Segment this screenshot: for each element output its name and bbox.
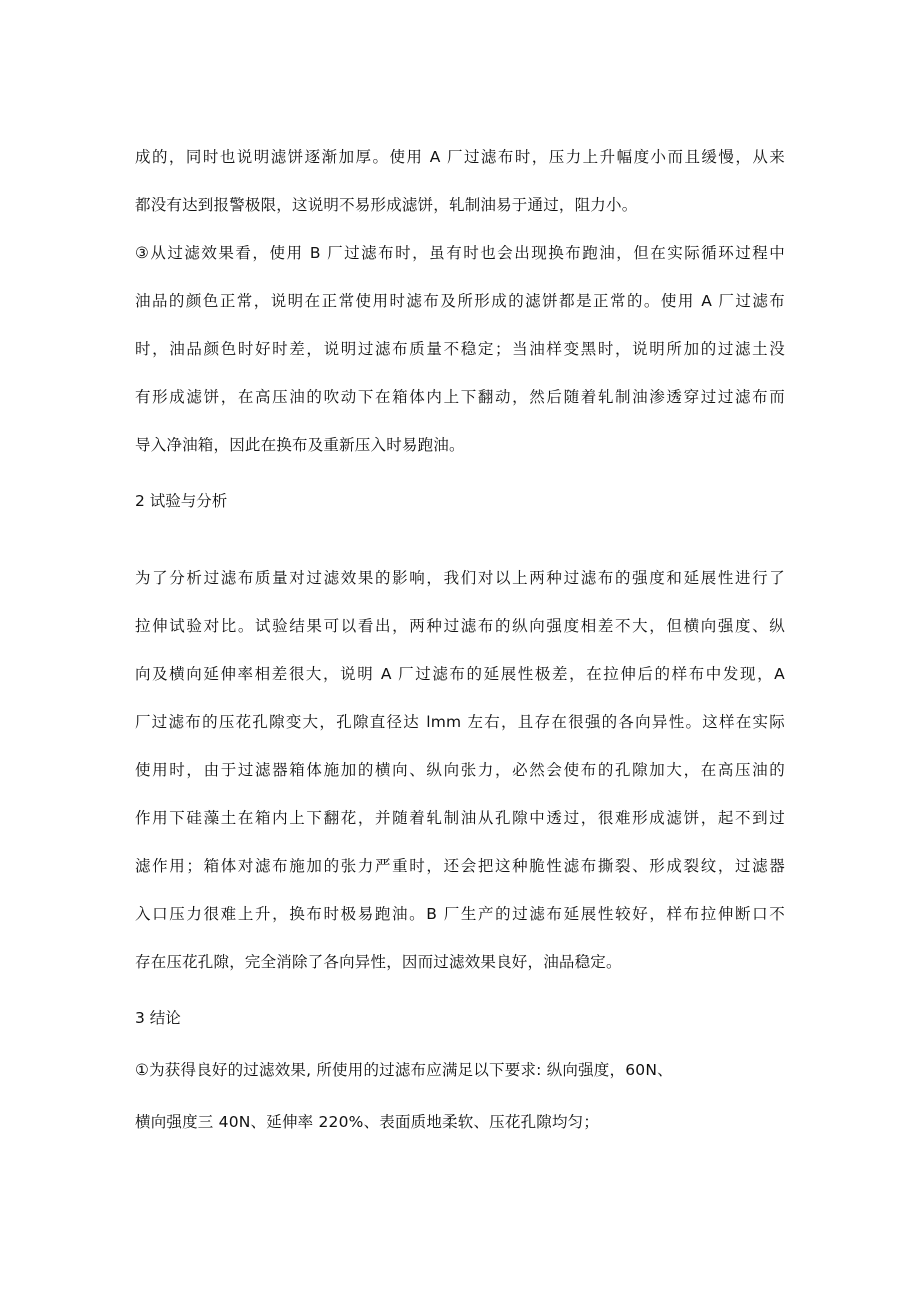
text-line: 成的，同时也说明滤饼逐渐加厚。使用 A 厂过滤布时，压力上升幅度小而且缓慢，从来 — [135, 148, 785, 166]
text-line: ③从过滤效果看，使用 B 厂过滤布时，虽有时也会出现换布跑油，但在实际循环过程中 — [135, 244, 785, 262]
text-line: 时，油品颜色时好时差，说明过滤布质量不稳定；当油样变黑时，说明所加的过滤土没 — [135, 340, 785, 358]
text-line: 横向强度三 40N、延伸率 220%、表面质地柔软、压花孔隙均匀； — [135, 1113, 600, 1131]
section-heading: 3 结论 — [135, 1009, 181, 1027]
text-line: 导入净油箱，因此在换布及重新压入时易跑油。 — [135, 436, 465, 454]
text-line: 为了分析过滤布质量对过滤效果的影响，我们对以上两种过滤布的强度和延展性进行了 — [135, 569, 785, 587]
text-line: 滤作用；箱体对滤布施加的张力严重时，还会把这种脆性滤布撕裂、形成裂纹，过滤器 — [135, 857, 785, 875]
text-line: 存在压花孔隙，完全消除了各向异性，因而过滤效果良好，油品稳定。 — [135, 953, 622, 971]
text-line: ①为获得良好的过滤效果, 所使用的过滤布应满足以下要求: 纵向强度，60N、 — [135, 1061, 673, 1079]
section-heading: 2 试验与分析 — [135, 492, 228, 510]
text-line: 向及横向延伸率相差很大，说明 A 厂过滤布的延展性极差，在拉伸后的样布中发现，A — [135, 665, 785, 683]
text-line: 入口压力很难上升，换布时极易跑油。B 厂生产的过滤布延展性较好，样布拉伸断口不 — [135, 905, 785, 923]
text-line: 厂过滤布的压花孔隙变大，孔隙直径达 lmm 左右，且存在很强的各向异性。这样在实际 — [135, 713, 785, 731]
text-line: 使用时，由于过滤器箱体施加的横向、纵向张力，必然会使布的孔隙加大，在高压油的 — [135, 761, 785, 779]
text-line: 油品的颜色正常，说明在正常使用时滤布及所形成的滤饼都是正常的。使用 A 厂过滤布 — [135, 292, 785, 310]
text-line: 拉伸试验对比。试验结果可以看出，两种过滤布的纵向强度相差不大，但横向强度、纵 — [135, 617, 785, 635]
text-line: 作用下硅藻土在箱内上下翻花，并随着轧制油从孔隙中透过，很难形成滤饼，起不到过 — [135, 809, 785, 827]
text-line: 有形成滤饼，在高压油的吹动下在箱体内上下翻动，然后随着轧制油渗透穿过过滤布而 — [135, 388, 785, 406]
text-line: 都没有达到报警极限，这说明不易形成滤饼，轧制油易于通过，阻力小。 — [135, 196, 638, 214]
